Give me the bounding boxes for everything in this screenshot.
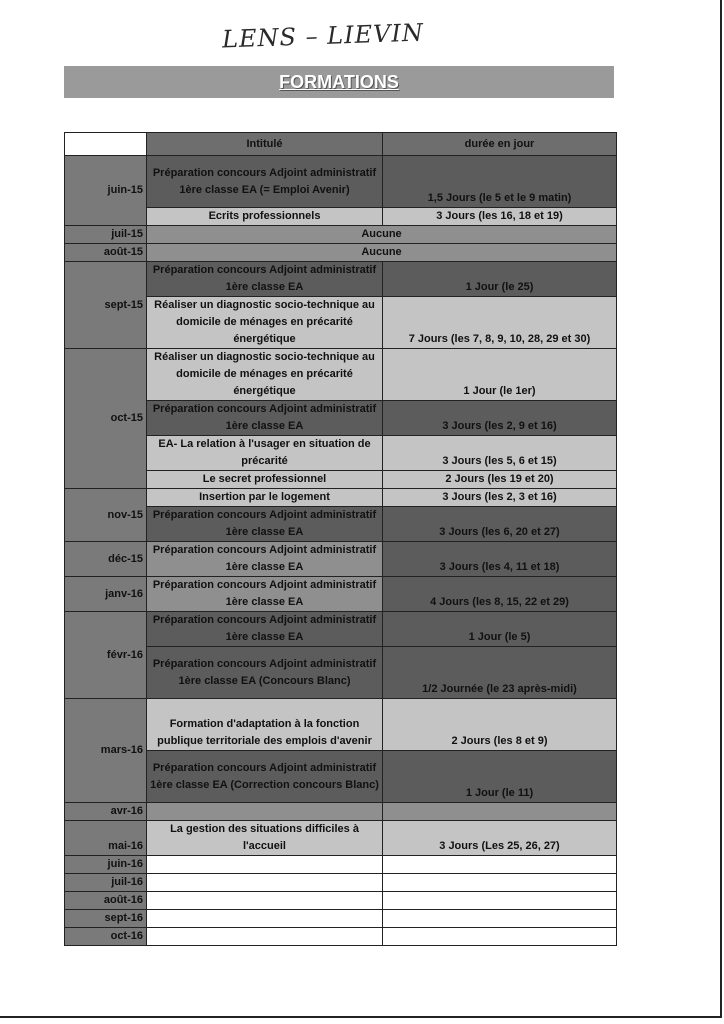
intitule-cell [147, 874, 383, 892]
intitule-cell: Réaliser un diagnostic socio-technique au domicile de ménages en précarité énergétique [147, 297, 383, 349]
table-row [65, 856, 617, 874]
intitule-cell: Ecrits professionnels [147, 208, 383, 226]
table-row [65, 244, 617, 262]
table-row [65, 699, 617, 751]
intitule-cell: Préparation concours Adjoint administratif 1ère classe EA [147, 542, 383, 577]
intitule-cell: Préparation concours Adjoint administratif 1ère classe EA [147, 401, 383, 436]
table-row [65, 803, 617, 821]
month-cell: avr-16 [65, 803, 147, 821]
title-banner [64, 66, 614, 98]
month-cell: nov-15 [65, 489, 147, 542]
month-cell: mai-16 [65, 821, 147, 856]
table-row [65, 821, 617, 856]
duree-cell: 3 Jours (les 5, 6 et 15) [383, 436, 617, 471]
duree-cell: 3 Jours (les 2, 3 et 16) [383, 489, 617, 507]
intitule-cell: Le secret professionnel [147, 471, 383, 489]
month-cell: oct-16 [65, 928, 147, 946]
duree-cell [383, 874, 617, 892]
duree-cell: 2 Jours (les 8 et 9) [383, 699, 617, 751]
intitule-cell: Formation d'adaptation à la fonction publique territoriale des emplois d'avenir [147, 699, 383, 751]
table-row [65, 226, 617, 244]
month-cell: juil-16 [65, 874, 147, 892]
duree-cell [383, 928, 617, 946]
intitule-cell [147, 910, 383, 928]
month-cell: juin-15 [65, 156, 147, 226]
month-cell: mars-16 [65, 699, 147, 803]
table-row [65, 507, 617, 542]
page-title: FORMATIONS [279, 71, 399, 92]
formations-table [64, 132, 617, 946]
month-cell: août-16 [65, 892, 147, 910]
month-cell: janv-16 [65, 577, 147, 612]
table-row [65, 471, 617, 489]
intitule-cell [147, 928, 383, 946]
duree-cell [383, 856, 617, 874]
duree-cell: 1,5 Jours (le 5 et le 9 matin) [383, 156, 617, 208]
table-row [65, 612, 617, 647]
table-row [65, 262, 617, 297]
intitule-cell: EA- La relation à l'usager en situation de précarité [147, 436, 383, 471]
month-cell: oct-15 [65, 349, 147, 489]
month-cell: juin-16 [65, 856, 147, 874]
intitule-cell: Aucune [147, 244, 617, 262]
intitule-cell: Insertion par le logement [147, 489, 383, 507]
duree-cell: 1/2 Journée (le 23 après-midi) [383, 647, 617, 699]
intitule-cell: Aucune [147, 226, 617, 244]
handwritten-note: LENS – LIEVIN [221, 18, 425, 54]
month-cell: sept-16 [65, 910, 147, 928]
intitule-cell: Préparation concours Adjoint administratif 1ère classe EA [147, 577, 383, 612]
intitule-cell: Préparation concours Adjoint administratif 1ère classe EA [147, 262, 383, 297]
table-row [65, 647, 617, 699]
table-row [65, 401, 617, 436]
duree-cell: 3 Jours (les 4, 11 et 18) [383, 542, 617, 577]
duree-cell: 2 Jours (les 19 et 20) [383, 471, 617, 489]
intitule-cell: Réaliser un diagnostic socio-technique au domicile de ménages en précarité énergétique [147, 349, 383, 401]
table-header-row [65, 133, 617, 156]
table-row [65, 436, 617, 471]
table-row [65, 874, 617, 892]
table-row [65, 349, 617, 401]
duree-cell: 1 Jour (le 1er) [383, 349, 617, 401]
header-blank-cell [65, 133, 147, 156]
duree-cell: 3 Jours (les 6, 20 et 27) [383, 507, 617, 542]
header-intitule: Intitulé [147, 133, 383, 156]
intitule-cell [147, 856, 383, 874]
intitule-cell: Préparation concours Adjoint administratif 1ère classe EA (= Emploi Avenir) [147, 156, 383, 208]
intitule-cell: Préparation concours Adjoint administratif 1ère classe EA [147, 612, 383, 647]
duree-cell: 1 Jour (le 11) [383, 751, 617, 803]
duree-cell: 1 Jour (le 25) [383, 262, 617, 297]
table-row [65, 928, 617, 946]
intitule-cell: Préparation concours Adjoint administratif 1ère classe EA (Concours Blanc) [147, 647, 383, 699]
month-cell: févr-16 [65, 612, 147, 699]
table-row [65, 297, 617, 349]
duree-cell: 3 Jours (Les 25, 26, 27) [383, 821, 617, 856]
duree-cell [383, 803, 617, 821]
duree-cell: 7 Jours (les 7, 8, 9, 10, 28, 29 et 30) [383, 297, 617, 349]
duree-cell: 1 Jour (le 5) [383, 612, 617, 647]
duree-cell [383, 892, 617, 910]
table-row [65, 208, 617, 226]
table-row [65, 156, 617, 208]
intitule-cell: Préparation concours Adjoint administratif 1ère classe EA [147, 507, 383, 542]
intitule-cell [147, 803, 383, 821]
table-row [65, 892, 617, 910]
month-cell: sept-15 [65, 262, 147, 349]
intitule-cell [147, 892, 383, 910]
table-row [65, 577, 617, 612]
month-cell: août-15 [65, 244, 147, 262]
duree-cell: 4 Jours (les 8, 15, 22 et 29) [383, 577, 617, 612]
table-row [65, 751, 617, 803]
duree-cell [383, 910, 617, 928]
duree-cell: 3 Jours (les 16, 18 et 19) [383, 208, 617, 226]
table-row [65, 489, 617, 507]
month-cell: juil-15 [65, 226, 147, 244]
intitule-cell: La gestion des situations difficiles à l'accueil [147, 821, 383, 856]
intitule-cell: Préparation concours Adjoint administratif 1ère classe EA (Correction concours Blanc) [147, 751, 383, 803]
table-row [65, 910, 617, 928]
month-cell: déc-15 [65, 542, 147, 577]
duree-cell: 3 Jours (les 2, 9 et 16) [383, 401, 617, 436]
header-duree: durée en jour [383, 133, 617, 156]
table-row [65, 542, 617, 577]
